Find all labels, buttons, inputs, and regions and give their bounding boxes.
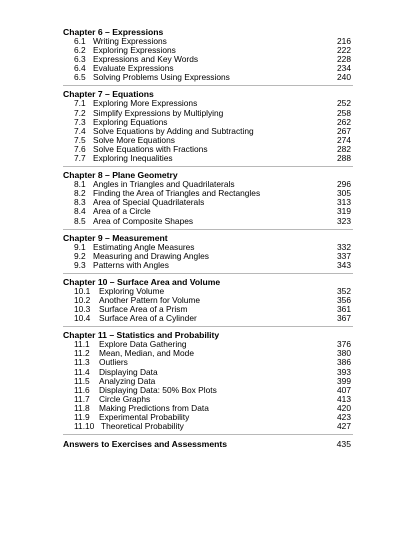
section-title: Evaluate Expressions	[93, 63, 174, 74]
chapter-title: Chapter 8 – Plane Geometry	[63, 170, 178, 181]
page-number: 376	[337, 339, 351, 350]
page-number: 393	[337, 366, 351, 377]
chapter-section	[63, 233, 353, 270]
section-number: 7.3	[74, 116, 86, 127]
section-number: 6.5	[74, 72, 86, 83]
section-title: Finding the Area of Triangles and Rectangles	[93, 188, 261, 199]
section-title: Explore Data Gathering	[99, 339, 187, 350]
section-number: 6.2	[74, 45, 86, 56]
toc-entry[interactable]	[63, 261, 353, 270]
page-number: 323	[337, 215, 351, 226]
section-title: Expressions and Key Words	[93, 54, 199, 65]
page-number: 367	[337, 313, 351, 324]
section-title: Making Predictions from Data	[99, 402, 209, 413]
section-number: 8.3	[74, 197, 86, 208]
section-number: 8.2	[74, 188, 86, 199]
section-title: Displaying Data: 50% Box Plots	[99, 384, 217, 395]
section-title: Solve Equations with Fractions	[93, 143, 208, 154]
page-number: 288	[337, 153, 351, 164]
section-number: 11.5	[74, 375, 90, 386]
chapter-title: Chapter 11 – Statistics and Probability	[63, 330, 220, 341]
section-title: Patterns with Angles	[93, 259, 169, 270]
section-number: 7.4	[74, 125, 86, 136]
page-number: 267	[337, 125, 351, 136]
section-number: 9.3	[74, 259, 86, 270]
page-number: 234	[337, 63, 351, 74]
toc-entry[interactable]	[63, 314, 353, 323]
section-title: Area of Special Quadrilaterals	[93, 197, 205, 208]
toc-entry[interactable]	[63, 154, 353, 163]
section-number: 11.2	[74, 348, 90, 359]
section-number: 11.10	[74, 421, 95, 432]
section-number: 7.6	[74, 143, 86, 154]
page-number: 332	[337, 241, 351, 252]
section-title: Outliers	[99, 357, 128, 368]
section-divider	[63, 85, 353, 86]
chapter-title: Chapter 6 – Expressions	[63, 27, 164, 37]
toc-entry[interactable]	[63, 422, 353, 431]
table-of-contents	[63, 27, 353, 449]
section-number: 10.4	[74, 313, 91, 324]
page-number: 423	[337, 412, 351, 422]
chapter-section	[63, 27, 353, 82]
section-number: 11.1	[74, 339, 90, 350]
section-title: Exploring More Expressions	[93, 98, 198, 109]
section-title: Exploring Inequalities	[93, 153, 173, 164]
page-number: 282	[337, 143, 351, 154]
page-number: 427	[337, 421, 351, 432]
section-number: 9.1	[74, 241, 86, 252]
section-number: 10.2	[74, 294, 91, 305]
page-number: 343	[337, 259, 351, 270]
section-title: Simplify Expressions by Multiplying	[93, 107, 224, 118]
page-number: 274	[337, 134, 351, 145]
section-title: Theoretical Probability	[101, 421, 184, 432]
section-number: 6.4	[74, 63, 86, 74]
section-divider	[63, 326, 353, 327]
section-number: 11.4	[74, 366, 90, 377]
page-number: 258	[337, 107, 351, 118]
chapter-title: Chapter 7 – Equations	[63, 89, 154, 100]
section-divider	[63, 273, 353, 274]
section-title: Analyzing Data	[99, 375, 156, 386]
section-number: 11.3	[74, 357, 90, 368]
answers-entry[interactable]	[63, 439, 353, 449]
answers-title: Answers to Exercises and Assessments	[63, 439, 227, 450]
section-title: Solve Equations by Adding and Subtracting	[93, 125, 254, 136]
section-title: Another Pattern for Volume	[99, 294, 201, 305]
page-number: 252	[337, 98, 351, 109]
section-title: Solve More Equations	[93, 134, 175, 145]
chapter-title: Chapter 9 – Measurement	[63, 232, 168, 243]
page-number: 216	[337, 36, 351, 46]
section-title: Solving Problems Using Expressions	[93, 72, 230, 83]
toc-entry[interactable]	[63, 73, 353, 82]
section-number: 7.1	[74, 98, 86, 109]
page-number: 313	[337, 197, 351, 208]
page-number: 420	[337, 402, 351, 413]
section-divider	[63, 166, 353, 167]
section-title: Displaying Data	[99, 366, 158, 377]
section-number: 6.1	[74, 36, 86, 46]
section-number: 11.7	[74, 393, 90, 404]
section-title: Area of a Circle	[93, 206, 151, 217]
page-number: 435	[336, 439, 351, 450]
page-number: 352	[337, 285, 351, 296]
section-number: 9.2	[74, 250, 86, 261]
section-title: Surface Area of a Prism	[99, 304, 188, 315]
page-number: 407	[337, 384, 351, 395]
section-divider	[63, 229, 353, 230]
section-number: 10.3	[74, 304, 91, 315]
chapter-section	[63, 89, 353, 163]
section-number: 10.1	[74, 285, 91, 296]
section-title: Area of Composite Shapes	[93, 215, 194, 226]
page-number: 399	[337, 375, 351, 386]
section-title: Exploring Expressions	[93, 45, 176, 56]
section-title: Estimating Angle Measures	[93, 241, 195, 252]
page-number: 356	[337, 294, 351, 305]
section-title: Circle Graphs	[99, 393, 151, 404]
page-number: 262	[337, 116, 351, 127]
section-title: Surface Area of a Cylinder	[99, 313, 197, 324]
section-divider	[63, 434, 353, 435]
page-number: 337	[337, 250, 351, 261]
section-number: 6.3	[74, 54, 86, 65]
chapter-section	[63, 277, 353, 323]
section-title: Writing Expressions	[93, 36, 167, 46]
page-number: 240	[337, 72, 351, 83]
section-title: Exploring Equations	[93, 116, 168, 127]
section-title: Exploring Volume	[99, 285, 165, 296]
page-number: 296	[337, 179, 351, 190]
chapter-section	[63, 330, 353, 431]
section-title: Experimental Probability	[99, 412, 190, 422]
section-title: Angles in Triangles and Quadrilaterals	[93, 179, 235, 190]
section-title: Mean, Median, and Mode	[99, 348, 194, 359]
page-number: 222	[337, 45, 351, 56]
page-number: 413	[337, 393, 351, 404]
section-number: 11.6	[74, 384, 90, 395]
section-number: 11.9	[74, 412, 90, 422]
page-number: 319	[337, 206, 351, 217]
section-title: Measuring and Drawing Angles	[93, 250, 209, 261]
section-number: 8.5	[74, 215, 86, 226]
page-number: 386	[337, 357, 351, 368]
section-number: 7.7	[74, 153, 86, 164]
toc-entry[interactable]	[63, 217, 353, 226]
chapter-section	[63, 170, 353, 225]
section-number: 11.8	[74, 402, 90, 413]
page-number: 380	[337, 348, 351, 359]
section-number: 7.2	[74, 107, 86, 118]
page-number: 361	[337, 304, 351, 315]
section-number: 8.1	[74, 179, 86, 190]
chapter-title: Chapter 10 – Surface Area and Volume	[63, 276, 221, 287]
page-number: 305	[337, 188, 351, 199]
page-number: 228	[337, 54, 351, 65]
section-number: 7.5	[74, 134, 86, 145]
section-number: 8.4	[74, 206, 86, 217]
